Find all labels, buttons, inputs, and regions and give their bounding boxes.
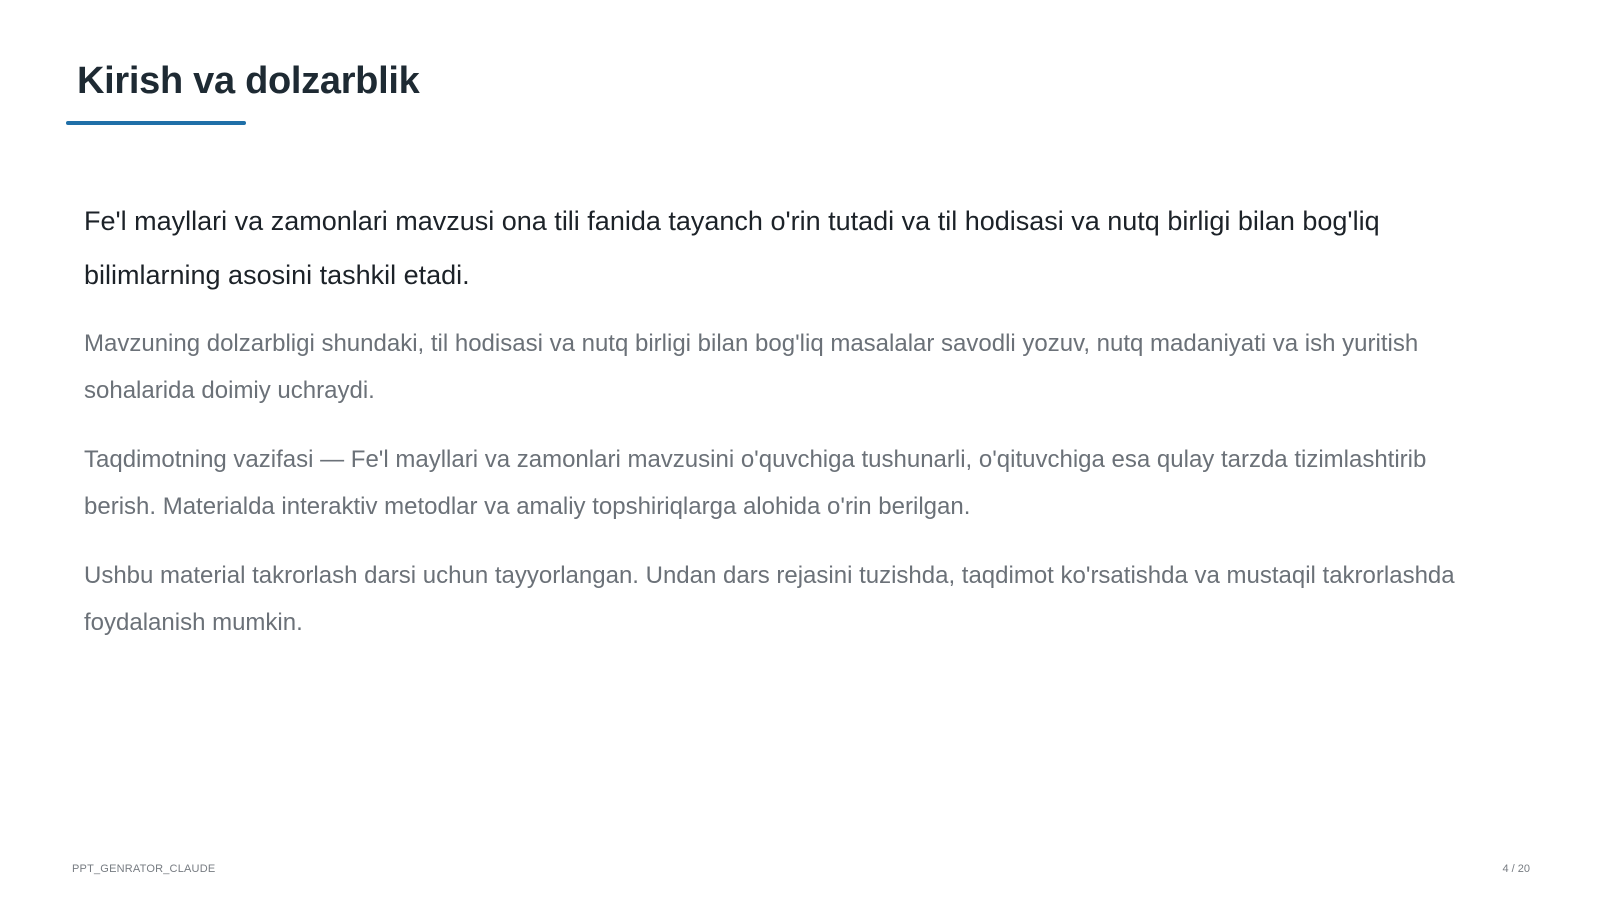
slide-content [84,194,1504,668]
slide-title: Kirish va dolzarblik [77,60,420,102]
title-underline [66,121,246,125]
page-number: 4 / 20 [1502,863,1530,875]
body-paragraph-relevance: Mavzuning dolzarbligi shundaki, til hodisasi va nutq birligi bilan bog'liq masalalar savodli yozuv, nutq madaniyati va ish yuritish sohalarida doimiy uchraydi. [84,330,1419,404]
footer-brand: PPT_GENRATOR_CLAUDE [72,863,216,875]
body-paragraph-usage: Ushbu material takrorlash darsi uchun tayyorlangan. Undan dars rejasini tuzishda, taqdimot ko'rsatishda va mustaqil takrorlashda foydalanish mumkin. [84,562,1455,636]
lead-paragraph: Fe'l mayllari va zamonlari mavzusi ona tili fanida tayanch o'rin tutadi va til hodisasi va nutq birligi bilan bog'liq bilimlarning asosini tashkil etadi. [84,206,1380,290]
body-paragraph-purpose: Taqdimotning vazifasi — Fe'l mayllari va zamonlari mavzusini o'quvchiga tushunarli, o'qituvchiga esa qulay tarzda tizimlashtirib berish. Materialda interaktiv metodlar va amaliy topshiriqlarga alohida o'rin berilgan. [84,446,1427,520]
